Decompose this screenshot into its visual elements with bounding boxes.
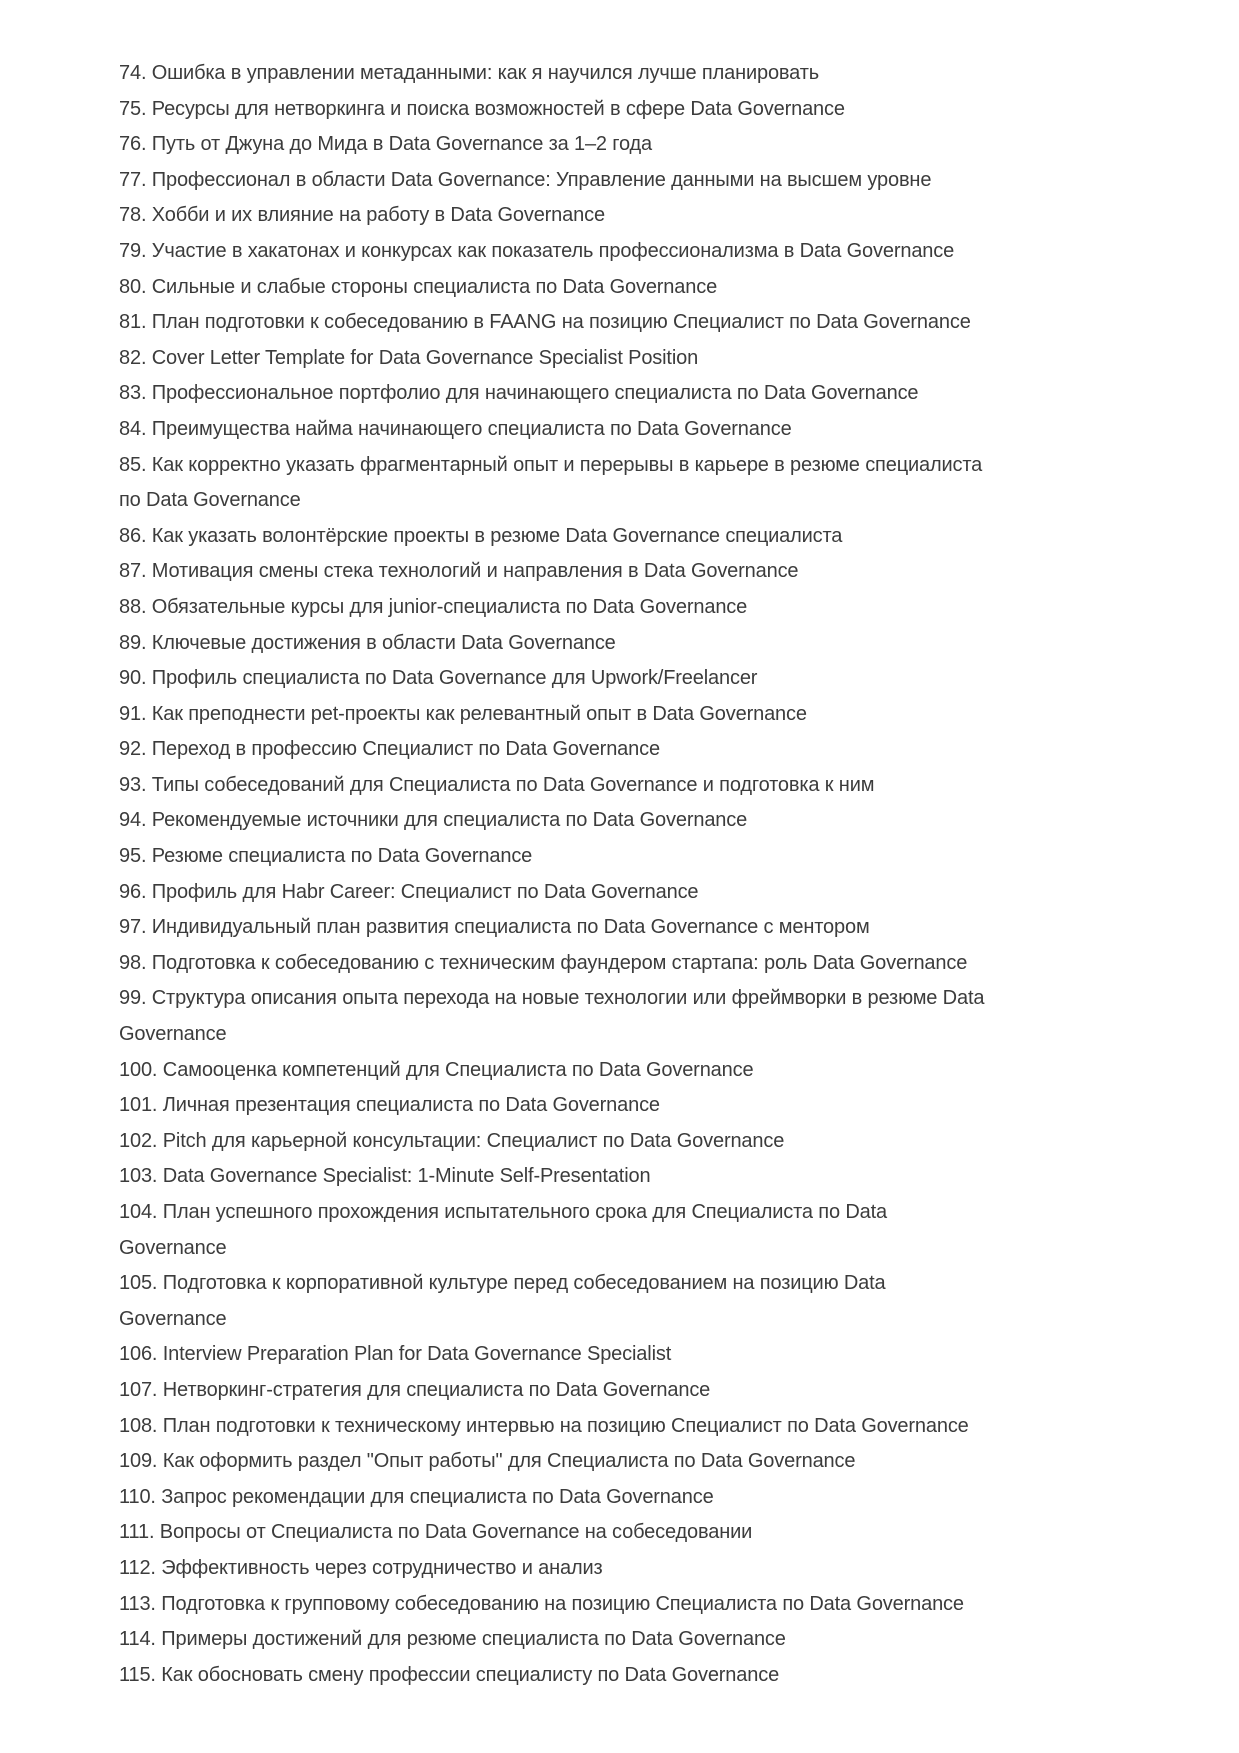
list-item: [119, 661, 1109, 697]
list-item: [119, 1373, 1109, 1409]
list-item-line: 109. Как оформить раздел "Опыт работы" для Специалиста по Data Governance: [119, 1450, 856, 1473]
list-item: [119, 1622, 1109, 1658]
list-item: [119, 768, 1109, 804]
list-item-line: 105. Подготовка к корпоративной культуре перед собеседованием на позицию Data: [119, 1272, 886, 1295]
list-item-line: 80. Сильные и слабые стороны специалиста по Data Governance: [119, 275, 718, 298]
list-item-line: 81. План подготовки к собеседованию в FAANG на позицию Специалист по Data Governance: [119, 311, 971, 334]
list-item-line: 91. Как преподнести pet-проекты как релевантный опыт в Data Governance: [119, 702, 807, 725]
list-item-line: 111. Вопросы от Специалиста по Data Governance на собеседовании: [119, 1521, 753, 1544]
list-item-line: 99. Структура описания опыта перехода на новые технологии или фреймворки в резюме Data: [119, 987, 985, 1010]
list-item: [119, 1088, 1109, 1124]
list-item: [119, 1515, 1109, 1551]
list-item-line: 86. Как указать волонтёрские проекты в резюме Data Governance специалиста: [119, 524, 843, 547]
list-item-line: 94. Рекомендуемые источники для специалиста по Data Governance: [119, 809, 748, 832]
list-item: [119, 270, 1109, 306]
list-item: [119, 1195, 1109, 1266]
list-item-line: 83. Профессиональное портфолио для начинающего специалиста по Data Governance: [119, 382, 919, 405]
list-item-line: 82. Cover Letter Template for Data Governance Specialist Position: [119, 346, 699, 369]
toc-list: [119, 56, 1109, 1693]
list-item-line: 112. Эффективность через сотрудничество и анализ: [119, 1556, 603, 1579]
list-item-line: 100. Самооценка компетенций для Специалиста по Data Governance: [119, 1058, 754, 1081]
list-item-line: 79. Участие в хакатонах и конкурсах как показатель профессионализма в Data Governance: [119, 239, 955, 262]
list-item-line: по Data Governance: [119, 489, 301, 512]
list-item-line: 101. Личная презентация специалиста по Data Governance: [119, 1094, 660, 1117]
list-item: [119, 946, 1109, 982]
list-item: [119, 448, 1109, 519]
list-item-line: 77. Профессионал в области Data Governance: Управление данными на высшем уровне: [119, 168, 932, 191]
list-item-line: 114. Примеры достижений для резюме специалиста по Data Governance: [119, 1628, 786, 1651]
list-item: [119, 1159, 1109, 1195]
list-item: [119, 1551, 1109, 1587]
list-item: [119, 1480, 1109, 1516]
list-item-line: 75. Ресурсы для нетворкинга и поиска возможностей в сфере Data Governance: [119, 97, 845, 120]
list-item: [119, 1409, 1109, 1445]
list-item-line: 97. Индивидуальный план развития специалиста по Data Governance с ментором: [119, 916, 870, 939]
list-item: [119, 1266, 1109, 1337]
list-item-line: 74. Ошибка в управлении метаданными: как я научился лучше планировать: [119, 62, 819, 84]
list-item-line: 110. Запрос рекомендации для специалиста по Data Governance: [119, 1485, 714, 1508]
list-item-line: 93. Типы собеседований для Специалиста по Data Governance и подготовка к ним: [119, 773, 875, 796]
list-item-line: 85. Как корректно указать фрагментарный опыт и перерывы в карьере в резюме специалиста: [119, 453, 983, 476]
list-item-line: 108. План подготовки к техническому интервью на позицию Специалист по Data Governance: [119, 1414, 969, 1437]
list-item: [119, 1124, 1109, 1160]
list-item: [119, 590, 1109, 626]
list-item-line: 92. Переход в профессию Специалист по Data Governance: [119, 738, 660, 761]
list-item: [119, 341, 1109, 377]
list-item: [119, 732, 1109, 768]
list-item: [119, 198, 1109, 234]
list-item: [119, 803, 1109, 839]
list-item-line: Governance: [119, 1023, 227, 1046]
list-item: [119, 92, 1109, 128]
list-item: [119, 56, 1109, 92]
list-item-line: Governance: [119, 1307, 227, 1330]
list-item: [119, 519, 1109, 555]
list-item-line: 113. Подготовка к групповому собеседованию на позицию Специалиста по Data Governance: [119, 1592, 964, 1615]
list-item-line: 76. Путь от Джуна до Мида в Data Governance за 1–2 года: [119, 133, 653, 156]
list-item-line: 106. Interview Preparation Plan for Data Governance Specialist: [119, 1343, 672, 1366]
list-item-line: 88. Обязательные курсы для junior-специалиста по Data Governance: [119, 595, 748, 618]
list-item-line: 103. Data Governance Specialist: 1-Minute Self-Presentation: [119, 1165, 651, 1188]
list-item-line: 102. Pitch для карьерной консультации: Специалист по Data Governance: [119, 1129, 785, 1152]
list-item: [119, 839, 1109, 875]
list-item-line: 87. Мотивация смены стека технологий и направления в Data Governance: [119, 560, 799, 583]
list-item-line: 89. Ключевые достижения в области Data Governance: [119, 631, 616, 654]
list-item: [119, 626, 1109, 662]
list-item-line: 115. Как обосновать смену профессии специалисту по Data Governance: [119, 1663, 780, 1686]
list-item: [119, 1444, 1109, 1480]
list-item: [119, 1587, 1109, 1623]
list-item-line: 107. Нетворкинг-стратегия для специалиста по Data Governance: [119, 1378, 711, 1401]
list-item: [119, 376, 1109, 412]
list-item: [119, 875, 1109, 911]
list-item: [119, 127, 1109, 163]
list-item-line: 90. Профиль специалиста по Data Governance для Upwork/Freelancer: [119, 667, 758, 690]
list-item: [119, 305, 1109, 341]
list-item-line: 84. Преимущества найма начинающего специалиста по Data Governance: [119, 417, 792, 440]
list-item: [119, 1337, 1109, 1373]
list-item-line: 98. Подготовка к собеседованию с техническим фаундером стартапа: роль Data Governance: [119, 951, 968, 974]
list-item-line: Governance: [119, 1236, 227, 1259]
list-item: [119, 412, 1109, 448]
list-item-line: 104. План успешного прохождения испытательного срока для Специалиста по Data: [119, 1201, 888, 1223]
list-item-line: 78. Хобби и их влияние на работу в Data Governance: [119, 204, 605, 227]
list-item: [119, 910, 1109, 946]
list-item: [119, 1053, 1109, 1089]
list-item: [119, 163, 1109, 199]
list-item: [119, 554, 1109, 590]
list-item: [119, 697, 1109, 733]
list-item-line: 96. Профиль для Habr Career: Специалист по Data Governance: [119, 880, 699, 903]
list-item: [119, 234, 1109, 270]
list-item: [119, 1658, 1109, 1694]
list-item: [119, 981, 1109, 1052]
list-item-line: 95. Резюме специалиста по Data Governance: [119, 845, 533, 868]
